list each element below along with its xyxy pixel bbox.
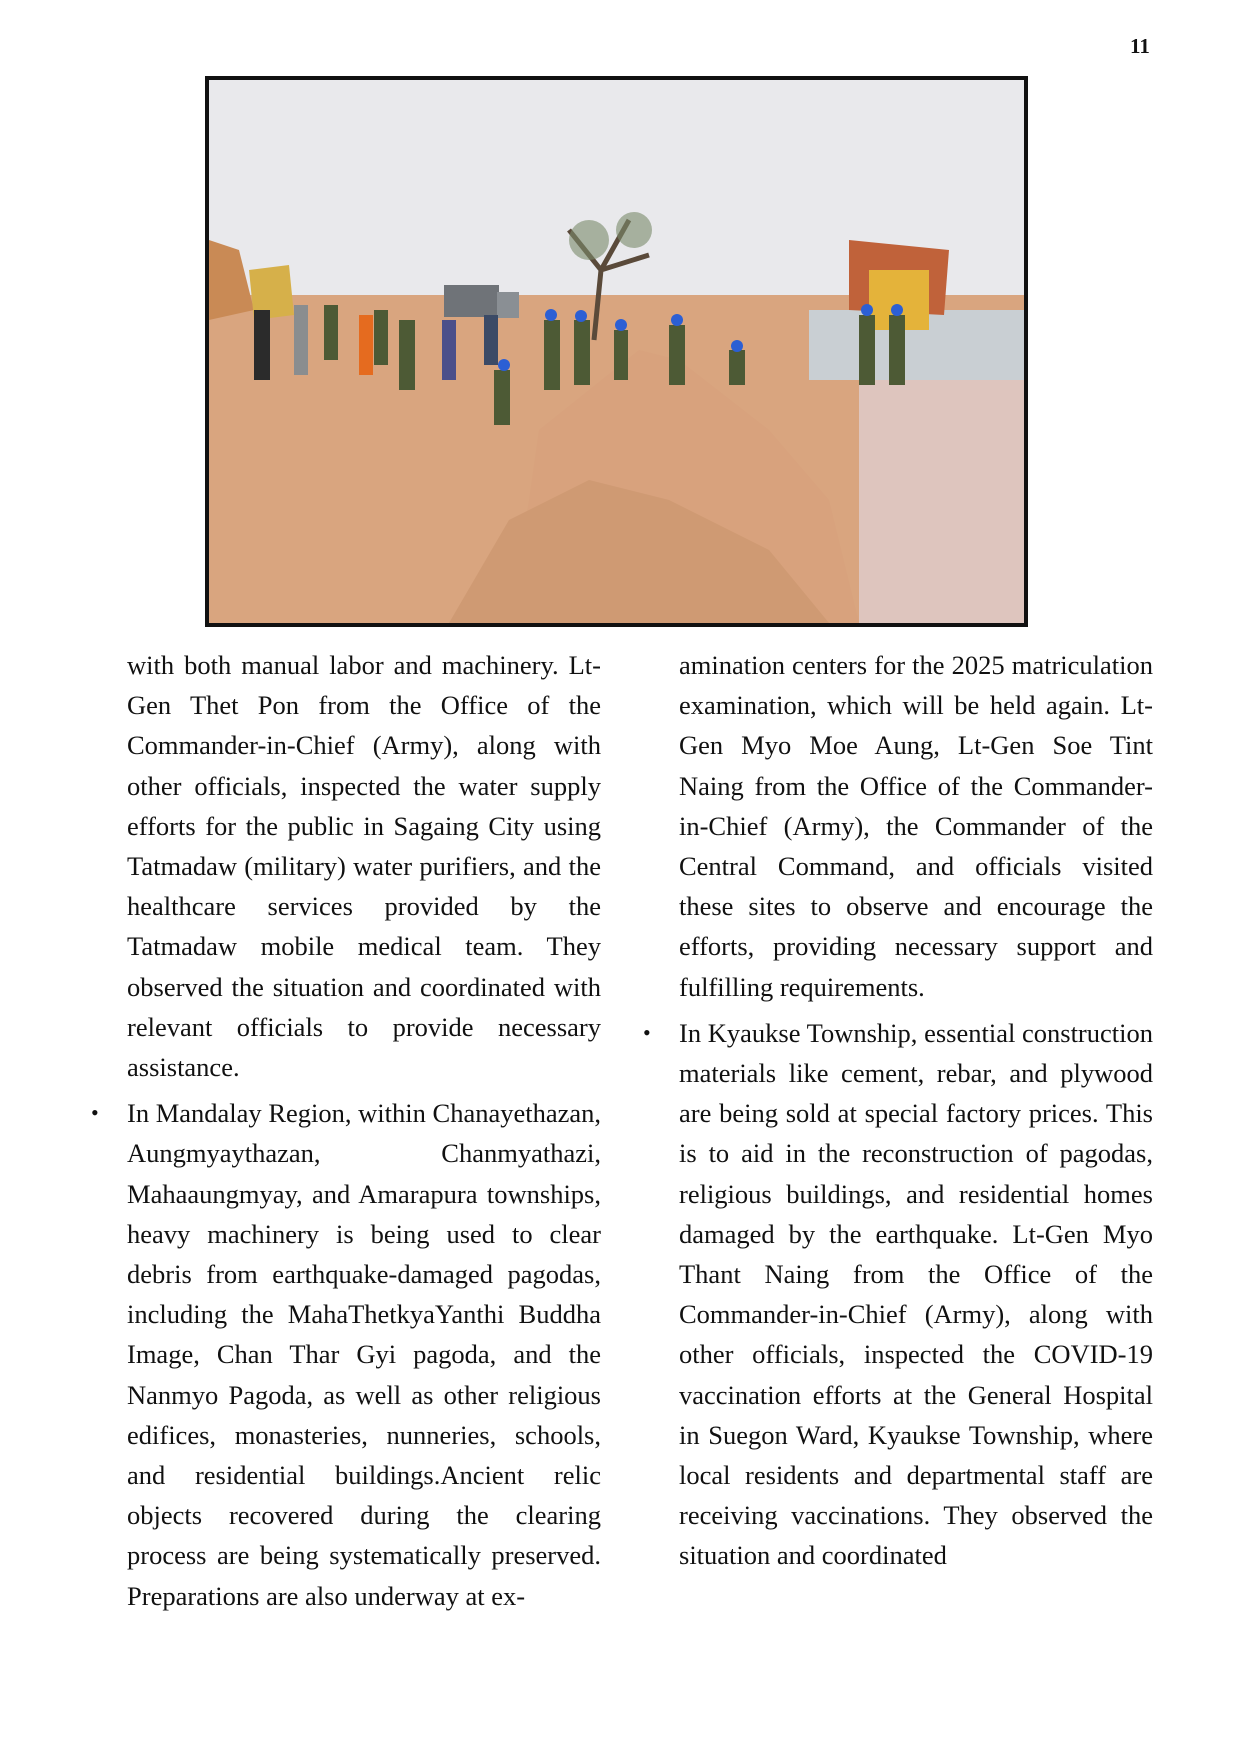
page-number: 11 xyxy=(1130,34,1150,58)
bullet-dot-icon: • xyxy=(643,1019,651,1045)
bullet-dot-icon: • xyxy=(91,1100,99,1126)
paragraph-sagaing-inspection: with both manual labor and machinery. Lt-Gen Thet Pon from the Office of the Commander-in-Chief (Army), along with other officials, inspected the water supply efforts for the public in Sagaing City using Tatmadaw (military) water purifiers, and the healthcare services provided by the Tatmadaw mobile medical team. They observed the situation and coordinated with relevant officials to provide necessary assistance. xyxy=(127,650,601,1083)
photo-earthquake-debris-clearing xyxy=(205,76,1028,627)
bullet-text-mandalay: In Mandalay Region, within Chanayethazan, Aungmyaythazan, Chanmyathazi, Mahaaungmyay, and Amarapura townships, heavy machinery is being used to clear debris from earthquake-damaged pagodas, including the MahaThetkyaYanthi Buddha Image, Chan Thar Gyi pagoda, and the Nanmyo Pagoda, as well as other religious edifices, monasteries, nunneries, schools, and residential buildings.Ancient relic objects recovered during the clearing process are being systematically preserved. Preparations are also underway at ex- xyxy=(127,1098,601,1611)
bullet-item-mandalay xyxy=(91,1093,601,1616)
bullet-text-kyaukse: In Kyaukse Township, essential construction materials like cement, rebar, and plywood are being sold at special factory prices. This is to aid in the reconstruction of pagodas, religious buildings, and residential homes damaged by the earthquake. Lt-Gen Myo Thant Naing from the Office of the Commander-in-Chief (Army), along with other officials, inspected the COVID-19 vaccination efforts at the General Hospital in Suegon Ward, Kyaukse Township, where local residents and departmental staff are receiving vaccinations. They observed the situation and coordinated xyxy=(679,1017,1153,1571)
bullet-item-kyaukse xyxy=(643,1013,1153,1576)
left-column xyxy=(91,645,601,1616)
right-column xyxy=(643,645,1153,1576)
paragraph-matriculation-centers: amination centers for the 2025 matriculation examination, which will be held again. Lt-Gen Myo Moe Aung, Lt-Gen Soe Tint Naing from the Office of the Commander-in-Chief (Army), the Commander of the Central Command, and officials visited these sites to observe and encourage the efforts, providing necessary support and fulfilling requirements. xyxy=(679,650,1153,1002)
photo-illustration xyxy=(209,80,1024,623)
